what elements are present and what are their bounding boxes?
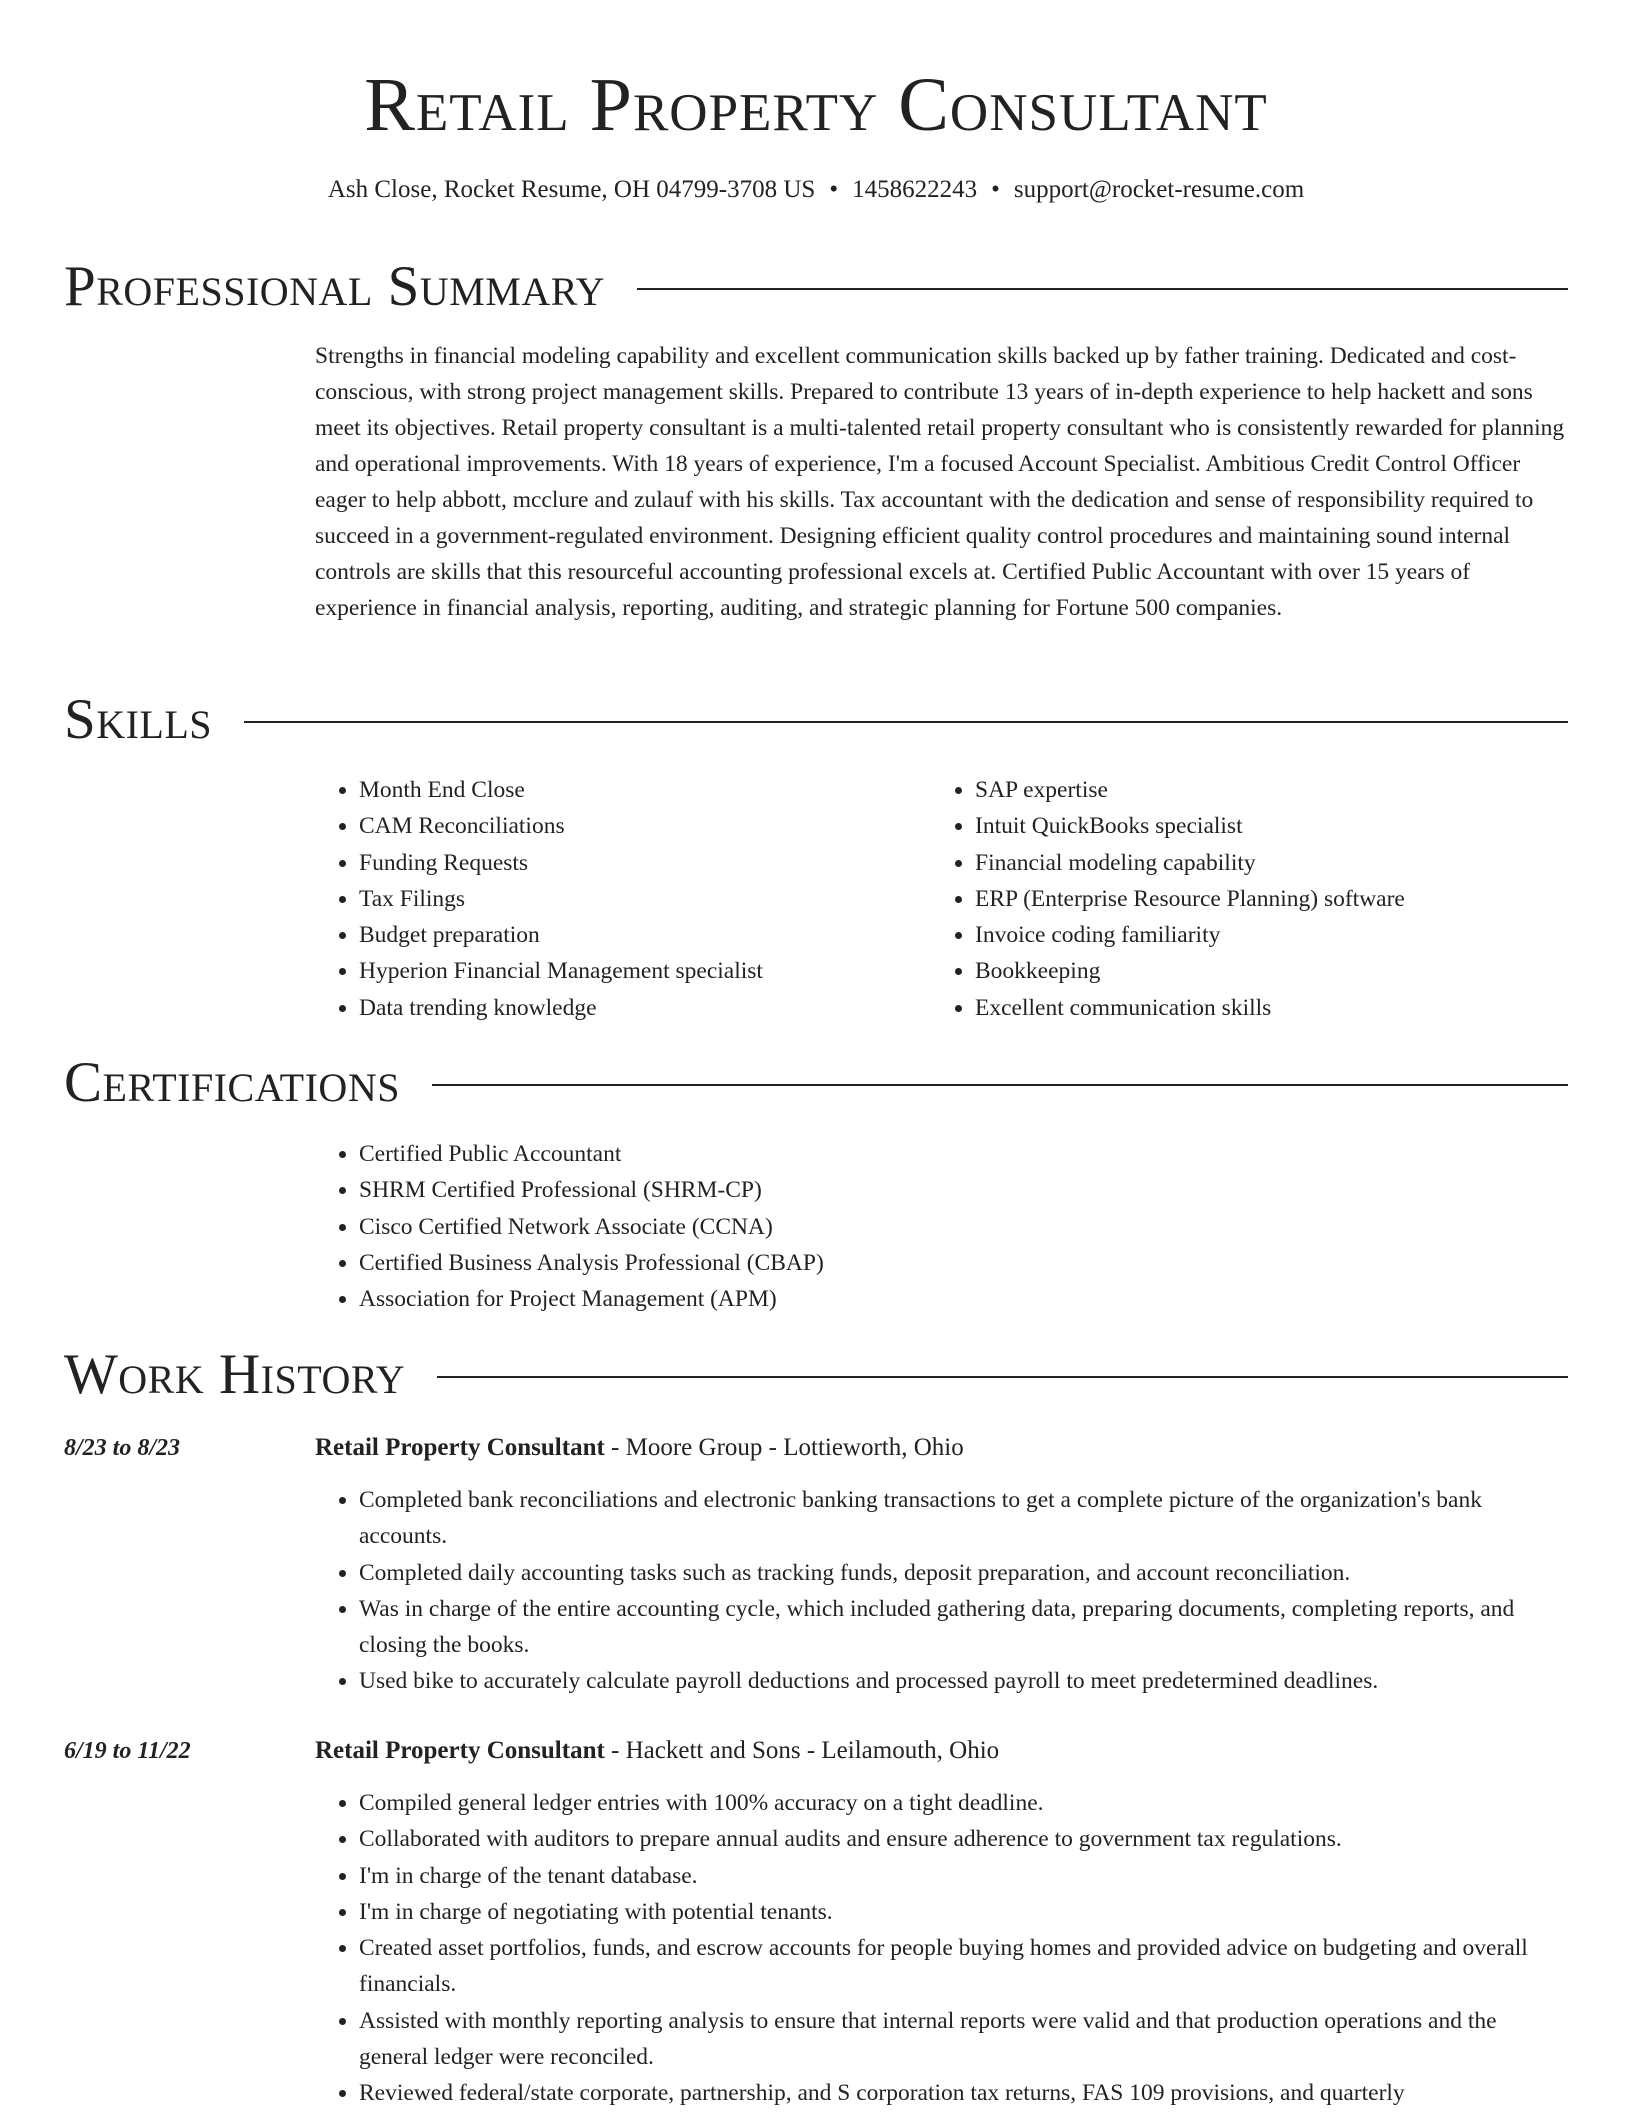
job-bullet: • Was in charge of the entire accounting cycle, which included gathering data, preparing documents, completing reports, and closing the books. <box>359 1591 1570 1664</box>
job-heading <box>315 1430 1570 1466</box>
work-history-section-heading <box>64 1342 1568 1408</box>
job-dates: 8/23 to 8/23 <box>64 1435 181 1461</box>
contact-separator: • <box>829 176 839 203</box>
contact-email[interactable]: support@rocket-resume.com <box>1013 176 1305 203</box>
job-bullet: • Collaborated with auditors to prepare annual audits and ensure adherence to government tax regulations. <box>359 1821 1570 1857</box>
job-heading <box>315 1733 1570 1769</box>
skills-section-heading <box>64 687 1568 753</box>
job-bullet-list <box>315 1482 1570 1700</box>
skill-item: • Intuit QuickBooks specialist <box>975 808 1571 844</box>
job-bullet: • Reviewed federal/state corporate, partnership, and S corporation tax returns, FAS 109 provisions, and quarterly <box>359 2075 1570 2111</box>
certification-item: • Certified Public Accountant <box>359 1136 824 1172</box>
skill-item: • Excellent communication skills <box>975 990 1571 1026</box>
skill-item: • CAM Reconciliations <box>359 808 915 844</box>
summary-section-title: Professional Summary <box>64 255 606 318</box>
certifications-block <box>315 1136 824 1317</box>
skills-list-right <box>931 772 1571 1026</box>
skill-item: • Data trending knowledge <box>359 990 915 1026</box>
certifications-section-title: Certifications <box>64 1051 400 1114</box>
job-title: Retail Property Consultant <box>315 1737 605 1764</box>
certifications-list <box>315 1136 824 1317</box>
skill-item: • ERP (Enterprise Resource Planning) software <box>975 881 1571 917</box>
certification-item: • Association for Project Management (APM) <box>359 1281 824 1317</box>
job-bullet: • I'm in charge of the tenant database. <box>359 1858 1570 1894</box>
job-bullet: • I'm in charge of negotiating with potential tenants. <box>359 1894 1570 1930</box>
skills-list-left <box>315 772 915 1026</box>
section-divider <box>244 721 1568 723</box>
work-history-section-title: Work History <box>64 1343 406 1406</box>
certifications-section-heading <box>64 1050 1568 1116</box>
skills-left-column <box>315 772 915 1026</box>
job-bullet: • Completed bank reconciliations and electronic banking transactions to get a complete picture of the organization's bank accounts. <box>359 1482 1570 1555</box>
job-bullet: • Compiled general ledger entries with 100% accuracy on a tight deadline. <box>359 1785 1570 1821</box>
job-bullet: • Assisted with monthly reporting analysis to ensure that internal reports were valid and that production operations and the general ledger were reconciled. <box>359 2003 1570 2076</box>
job-bullet-list <box>315 1785 1570 2112</box>
job-bullet: • Used bike to accurately calculate payroll deductions and processed payroll to meet predetermined deadlines. <box>359 1663 1570 1699</box>
job-responsibilities <box>315 1785 1570 2112</box>
skills-right-column <box>931 772 1571 1026</box>
skill-item: • Hyperion Financial Management specialist <box>359 953 915 989</box>
job-bullet: • Completed daily accounting tasks such as tracking funds, deposit preparation, and account reconciliation. <box>359 1555 1570 1591</box>
skills-section-title: Skills <box>64 688 213 751</box>
skill-item: • Month End Close <box>359 772 915 808</box>
job-company-location: - Hackett and Sons - Leilamouth, Ohio <box>604 1737 1000 1764</box>
contact-phone[interactable]: 1458622243 <box>852 176 978 203</box>
certification-item: • Cisco Certified Network Associate (CCNA) <box>359 1209 824 1245</box>
certification-item: • SHRM Certified Professional (SHRM-CP) <box>359 1172 824 1208</box>
skill-item: • Funding Requests <box>359 845 915 881</box>
contact-address: Ash Close, Rocket Resume, OH 04799-3708 US <box>327 176 816 203</box>
job-company-location: - Moore Group - Lottieworth, Ohio <box>604 1434 964 1461</box>
skill-item: • SAP expertise <box>975 772 1571 808</box>
resume-name: Retail Property Consultant <box>364 63 1268 147</box>
skill-item: • Financial modeling capability <box>975 845 1571 881</box>
skill-item: • Budget preparation <box>359 917 915 953</box>
certification-item: • Certified Business Analysis Professional (CBAP) <box>359 1245 824 1281</box>
summary-text: Strengths in financial modeling capability and excellent communication skills backed up by father training. Dedicated and cost-conscious, with strong project management skills. Prepared to contribute 13 years of in-depth experience to help hackett and sons meet its objectives. Retail property consultant is a multi-talented retail property consultant who is consistently rewarded for planning and operational improvements. With 18 years of experience, I'm a focused Account Specialist. Ambitious Credit Control Officer eager to help abbott, mcclure and zulauf with his skills. Tax accountant with the dedication and sense of responsibility required to succeed in a government-regulated environment. Designing efficient quality control procedures and maintaining sound internal controls are skills that this resourceful accounting professional excels at. Certified Public Accountant with over 15 years of experience in financial analysis, reporting, auditing, and strategic planning for Fortune 500 companies. <box>315 343 1565 621</box>
skill-item: • Tax Filings <box>359 881 915 917</box>
contact-line <box>0 174 1632 206</box>
section-divider <box>637 288 1568 290</box>
job-dates: 6/19 to 11/22 <box>64 1738 191 1764</box>
summary-section-heading <box>64 254 1568 320</box>
section-divider <box>432 1084 1568 1086</box>
job-responsibilities <box>315 1482 1570 1700</box>
skill-item: • Invoice coding familiarity <box>975 917 1571 953</box>
skill-item: • Bookkeeping <box>975 953 1571 989</box>
contact-separator: • <box>991 176 1000 203</box>
section-divider <box>437 1376 1568 1378</box>
job-title: Retail Property Consultant <box>315 1434 605 1461</box>
job-bullet: • Created asset portfolios, funds, and escrow accounts for people buying homes and provided advice on budgeting and overall financials. <box>359 1930 1570 2003</box>
